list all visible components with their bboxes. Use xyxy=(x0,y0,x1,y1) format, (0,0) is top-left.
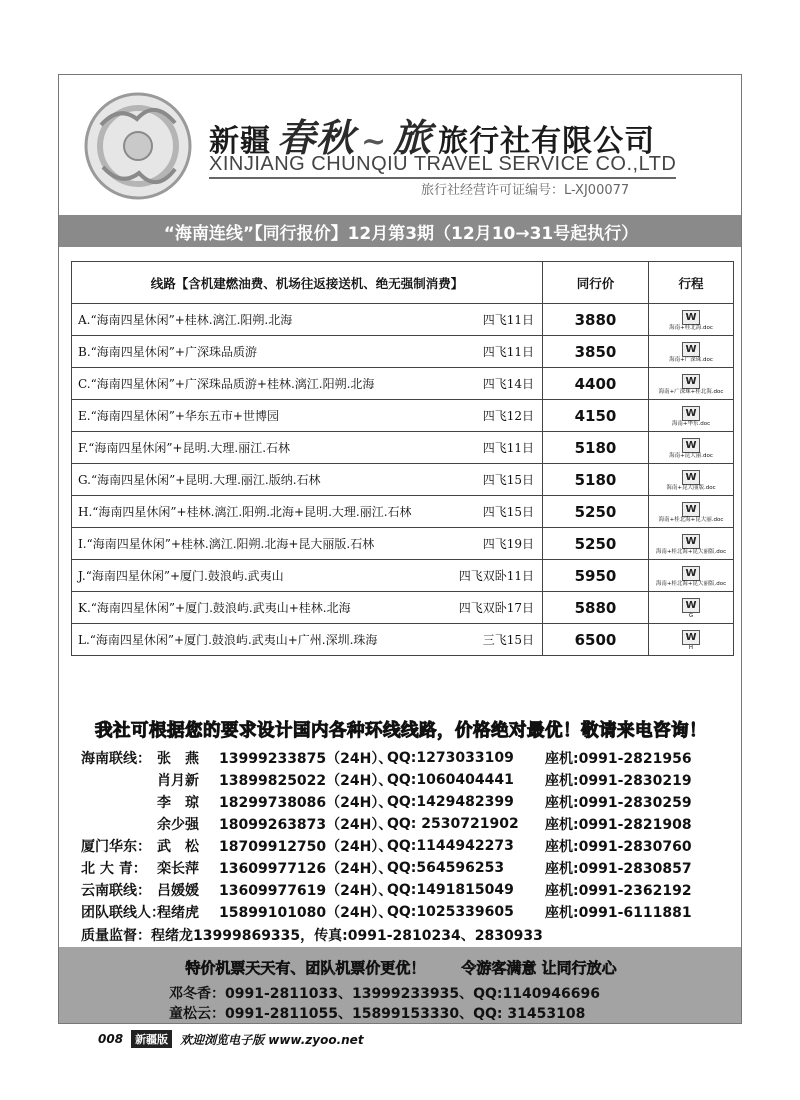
route-days: 四飞14日 xyxy=(482,377,534,391)
route-cell xyxy=(72,624,543,656)
contact-qq: QQ:564596253 xyxy=(387,860,505,876)
word-document-icon[interactable]: W xyxy=(682,566,700,581)
route-header: 线路【含机建燃油费、机场往返接送机、绝无强制消费】 xyxy=(72,262,543,304)
name-prefix: 新疆 xyxy=(209,124,271,159)
route-days: 四飞11日 xyxy=(482,441,534,455)
table-row xyxy=(72,400,734,432)
contact-name: 栾长萍 xyxy=(157,861,199,877)
contact-phone: 座机:0991-2830857 xyxy=(545,861,692,877)
doc-filename: 海南+桂北海+昆大丽版.doc xyxy=(655,581,727,587)
route-name: G.“海南四星休闲”+昆明.大理.丽江.版纳.石林 xyxy=(78,473,321,487)
itinerary-doc-link[interactable] xyxy=(669,310,713,331)
table-row xyxy=(72,528,734,560)
itinerary-doc-link[interactable] xyxy=(672,406,710,427)
contact-phone: 座机:0991-2830219 xyxy=(545,773,692,789)
itinerary-cell[interactable] xyxy=(649,528,734,560)
route-cell xyxy=(72,368,543,400)
word-document-icon[interactable]: W xyxy=(682,310,700,325)
route-name: J.“海南四星休闲”+厦门.鼓浪屿.武夷山 xyxy=(78,569,284,583)
route-days: 四飞12日 xyxy=(482,409,534,423)
contact-mobile: 13609977126（24H）、 xyxy=(219,861,393,877)
price-cell: 5250 xyxy=(543,496,649,528)
contact-row xyxy=(81,879,741,901)
contact-name: 张 燕 xyxy=(157,751,199,767)
footer-box xyxy=(59,947,742,1024)
table-row xyxy=(72,496,734,528)
slogan-right: 令游客满意 让同行放心 xyxy=(461,959,617,977)
table-row xyxy=(72,592,734,624)
table-row xyxy=(72,336,734,368)
route-name: H.“海南四星休闲”+桂林.漓江.阳朔.北海+昆明.大理.丽江.石林 xyxy=(78,505,412,519)
custom-route-notice: 我社可根据您的要求设计国内各种环线线路，价格绝对最优！敬请来电咨询！ xyxy=(95,721,707,741)
itinerary-header: 行程 xyxy=(649,262,734,304)
contact-label: 海南联线： xyxy=(81,751,151,767)
contact-label: 北 大 青： xyxy=(81,861,147,877)
route-cell xyxy=(72,496,543,528)
route-name: K.“海南四星休闲”+厦门.鼓浪屿.武夷山+桂林.北海 xyxy=(78,601,351,615)
route-cell xyxy=(72,592,543,624)
itinerary-doc-link[interactable] xyxy=(682,598,700,619)
table-row xyxy=(72,304,734,336)
itinerary-cell[interactable] xyxy=(649,496,734,528)
route-cell xyxy=(72,336,543,368)
route-days: 四飞19日 xyxy=(482,537,534,551)
doc-filename: 海南+广深珠+桂北海.doc xyxy=(658,389,724,395)
contact-list xyxy=(81,747,741,947)
route-name: C.“海南四星休闲”+广深珠品质游+桂林.漓江.阳朔.北海 xyxy=(78,377,375,391)
contact-qq: QQ: 2530721902 xyxy=(387,816,519,832)
route-name: E.“海南四星休闲”+华东五市+世博园 xyxy=(78,409,279,423)
price-cell: 5180 xyxy=(543,464,649,496)
route-cell xyxy=(72,400,543,432)
word-document-icon[interactable]: W xyxy=(682,374,700,389)
itinerary-cell[interactable] xyxy=(649,400,734,432)
contact-phone: 座机:0991-2362192 xyxy=(545,883,692,899)
slogan-left: 特价机票天天有、团队机票价更优！ xyxy=(185,959,426,977)
route-name: A.“海南四星休闲”+桂林.漓江.阳朔.北海 xyxy=(78,313,293,327)
contact-name: 李 琼 xyxy=(157,795,199,811)
doc-filename: 海南+桂北海.doc xyxy=(669,325,713,331)
contact-phone: 座机:0991-2821956 xyxy=(545,751,692,767)
price-header: 同行价 xyxy=(543,262,649,304)
page-frame xyxy=(58,74,742,1024)
doc-filename: 海南+昆大丽版.doc xyxy=(666,485,716,491)
price-cell: 5880 xyxy=(543,592,649,624)
name-brand: 春秋 xyxy=(277,115,356,160)
table-row xyxy=(72,560,734,592)
contact-mobile: 18299738086（24H）、 xyxy=(219,795,393,811)
contact-row xyxy=(81,791,741,813)
itinerary-doc-link[interactable] xyxy=(669,342,713,363)
itinerary-doc-link[interactable] xyxy=(659,374,724,395)
contact-name: 程绪虎 xyxy=(157,905,199,921)
route-cell xyxy=(72,432,543,464)
word-document-icon[interactable]: W xyxy=(682,342,700,357)
route-name: L.“海南四星休闲”+厦门.鼓浪屿.武夷山+广州.深圳.珠海 xyxy=(78,633,378,647)
company-name-en: XINJIANG CHUNQIU TRAVEL SERVICE CO.,LTD xyxy=(209,153,676,179)
contact-row xyxy=(81,747,741,769)
route-cell xyxy=(72,528,543,560)
contact-row xyxy=(81,901,741,923)
price-table xyxy=(71,261,734,656)
contact-qq: QQ:1491815049 xyxy=(387,882,514,898)
itinerary-doc-link[interactable] xyxy=(656,534,726,555)
word-document-icon[interactable]: W xyxy=(682,438,700,453)
doc-filename: G xyxy=(688,613,694,619)
itinerary-cell[interactable] xyxy=(649,624,734,656)
word-document-icon[interactable]: W xyxy=(682,630,700,645)
contact-qq: QQ:1025339605 xyxy=(387,904,514,920)
name-suffix: 旅行社有限公司 xyxy=(438,124,656,159)
price-cell: 3850 xyxy=(543,336,649,368)
itinerary-cell[interactable] xyxy=(649,464,734,496)
doc-filename: 海南+桂北海+昆大丽.doc xyxy=(658,517,724,523)
footer-contact-1: 邓冬香：0991-2811033、13999233935、QQ:1140946696 xyxy=(169,986,600,1002)
contact-label: 云南联线： xyxy=(81,883,151,899)
word-document-icon[interactable]: W xyxy=(682,470,700,485)
price-cell: 5950 xyxy=(543,560,649,592)
itinerary-doc-link[interactable] xyxy=(682,630,700,651)
route-name: I.“海南四星休闲”+桂林.漓江.阳朔.北海+昆大丽版.石林 xyxy=(78,537,375,551)
website-text[interactable]: 欢迎浏览电子版 www.zyoo.net xyxy=(180,1032,364,1047)
contact-phone: 座机:0991-6111881 xyxy=(545,905,692,921)
doc-filename: H xyxy=(688,645,694,651)
contact-name: 余少强 xyxy=(157,817,199,833)
contact-mobile: 13899825022（24H）、 xyxy=(219,773,393,789)
contact-name: 吕媛媛 xyxy=(157,883,199,899)
contact-name: 武 松 xyxy=(157,839,199,855)
word-document-icon[interactable]: W xyxy=(682,502,700,517)
route-days: 四飞11日 xyxy=(482,313,534,327)
itinerary-cell[interactable] xyxy=(649,592,734,624)
contact-mobile: 18709912750（24H）、 xyxy=(219,839,393,855)
table-header-row xyxy=(72,262,734,304)
contact-mobile: 18099263873（24H）、 xyxy=(219,817,393,833)
contact-phone: 座机:0991-2830259 xyxy=(545,795,692,811)
route-cell xyxy=(72,560,543,592)
license-number: 旅行社经营许可证编号：L-XJ00077 xyxy=(421,183,630,198)
word-document-icon[interactable]: W xyxy=(682,406,700,421)
route-days: 四飞双卧11日 xyxy=(458,569,534,583)
route-name: F.“海南四星休闲”+昆明.大理.丽江.石林 xyxy=(78,441,291,455)
edition-tag: 新疆版 xyxy=(131,1030,172,1048)
itinerary-cell[interactable] xyxy=(649,560,734,592)
contact-phone: 座机:0991-2830760 xyxy=(545,839,692,855)
price-cell: 6500 xyxy=(543,624,649,656)
itinerary-cell[interactable] xyxy=(649,432,734,464)
contact-label: 厦门华东： xyxy=(81,839,151,855)
route-name: B.“海南四星休闲”+广深珠品质游 xyxy=(78,345,257,359)
page-footer xyxy=(98,1030,364,1048)
contact-mobile: 13999233875（24H）、 xyxy=(219,751,393,767)
price-cell: 4150 xyxy=(543,400,649,432)
table-row xyxy=(72,624,734,656)
itinerary-doc-link[interactable] xyxy=(656,566,726,587)
word-document-icon[interactable]: W xyxy=(682,534,700,549)
price-cell: 4400 xyxy=(543,368,649,400)
quality-supervision: 质量监督：程绪龙13999869335，传真:0991-2810234、2830933 xyxy=(81,928,543,944)
contact-qq: QQ:1273033109 xyxy=(387,750,514,766)
itinerary-cell[interactable] xyxy=(649,368,734,400)
contact-row xyxy=(81,857,741,879)
itinerary-cell[interactable] xyxy=(649,304,734,336)
route-cell xyxy=(72,304,543,336)
itinerary-doc-link[interactable] xyxy=(669,438,713,459)
contact-qq: QQ:1060404441 xyxy=(387,772,514,788)
route-days: 三飞15日 xyxy=(482,633,534,647)
contact-mobile: 13609977619（24H）、 xyxy=(219,883,393,899)
price-cell: 3880 xyxy=(543,304,649,336)
route-days: 四飞15日 xyxy=(482,473,534,487)
route-days: 四飞11日 xyxy=(482,345,534,359)
chunqiu-logo-icon xyxy=(79,87,197,205)
itinerary-doc-link[interactable] xyxy=(666,470,715,491)
contact-qq: QQ:1429482399 xyxy=(387,794,514,810)
itinerary-doc-link[interactable] xyxy=(659,502,724,523)
contact-row xyxy=(81,835,741,857)
page-number: 008 xyxy=(98,1032,124,1046)
contact-mobile: 15899101080（24H）、 xyxy=(219,905,393,921)
contact-phone: 座机:0991-2821908 xyxy=(545,817,692,833)
doc-filename: 海南+广深珠.doc xyxy=(669,357,713,363)
name-brand2: 旅 xyxy=(393,115,433,160)
table-row xyxy=(72,432,734,464)
route-days: 四飞双卧17日 xyxy=(458,601,534,615)
company-name-cn: 新疆 春秋 ~ 旅 旅行社有限公司 xyxy=(209,115,656,160)
doc-filename: 海南+昆大丽.doc xyxy=(669,453,713,459)
doc-filename: 海南+桂北海+昆大丽版.doc xyxy=(655,549,727,555)
table-row xyxy=(72,464,734,496)
contact-label: 团队联线人： xyxy=(81,905,165,921)
contact-name: 肖月新 xyxy=(157,773,199,789)
price-cell: 5250 xyxy=(543,528,649,560)
route-cell xyxy=(72,464,543,496)
route-days: 四飞15日 xyxy=(482,505,534,519)
contact-row xyxy=(81,769,741,791)
table-row xyxy=(72,368,734,400)
price-cell: 5180 xyxy=(543,432,649,464)
quote-banner: “海南连线”【同行报价】12月第3期（12月10→31号起执行） xyxy=(59,215,742,247)
footer-contact-2: 童松云：0991-2811055、15899153330、QQ: 31453108 xyxy=(169,1006,586,1022)
itinerary-cell[interactable] xyxy=(649,336,734,368)
contact-row xyxy=(81,813,741,835)
slogan xyxy=(59,957,742,978)
word-document-icon[interactable]: W xyxy=(682,598,700,613)
contact-qq: QQ:1144942273 xyxy=(387,838,514,854)
doc-filename: 海南+华东.doc xyxy=(671,421,711,427)
